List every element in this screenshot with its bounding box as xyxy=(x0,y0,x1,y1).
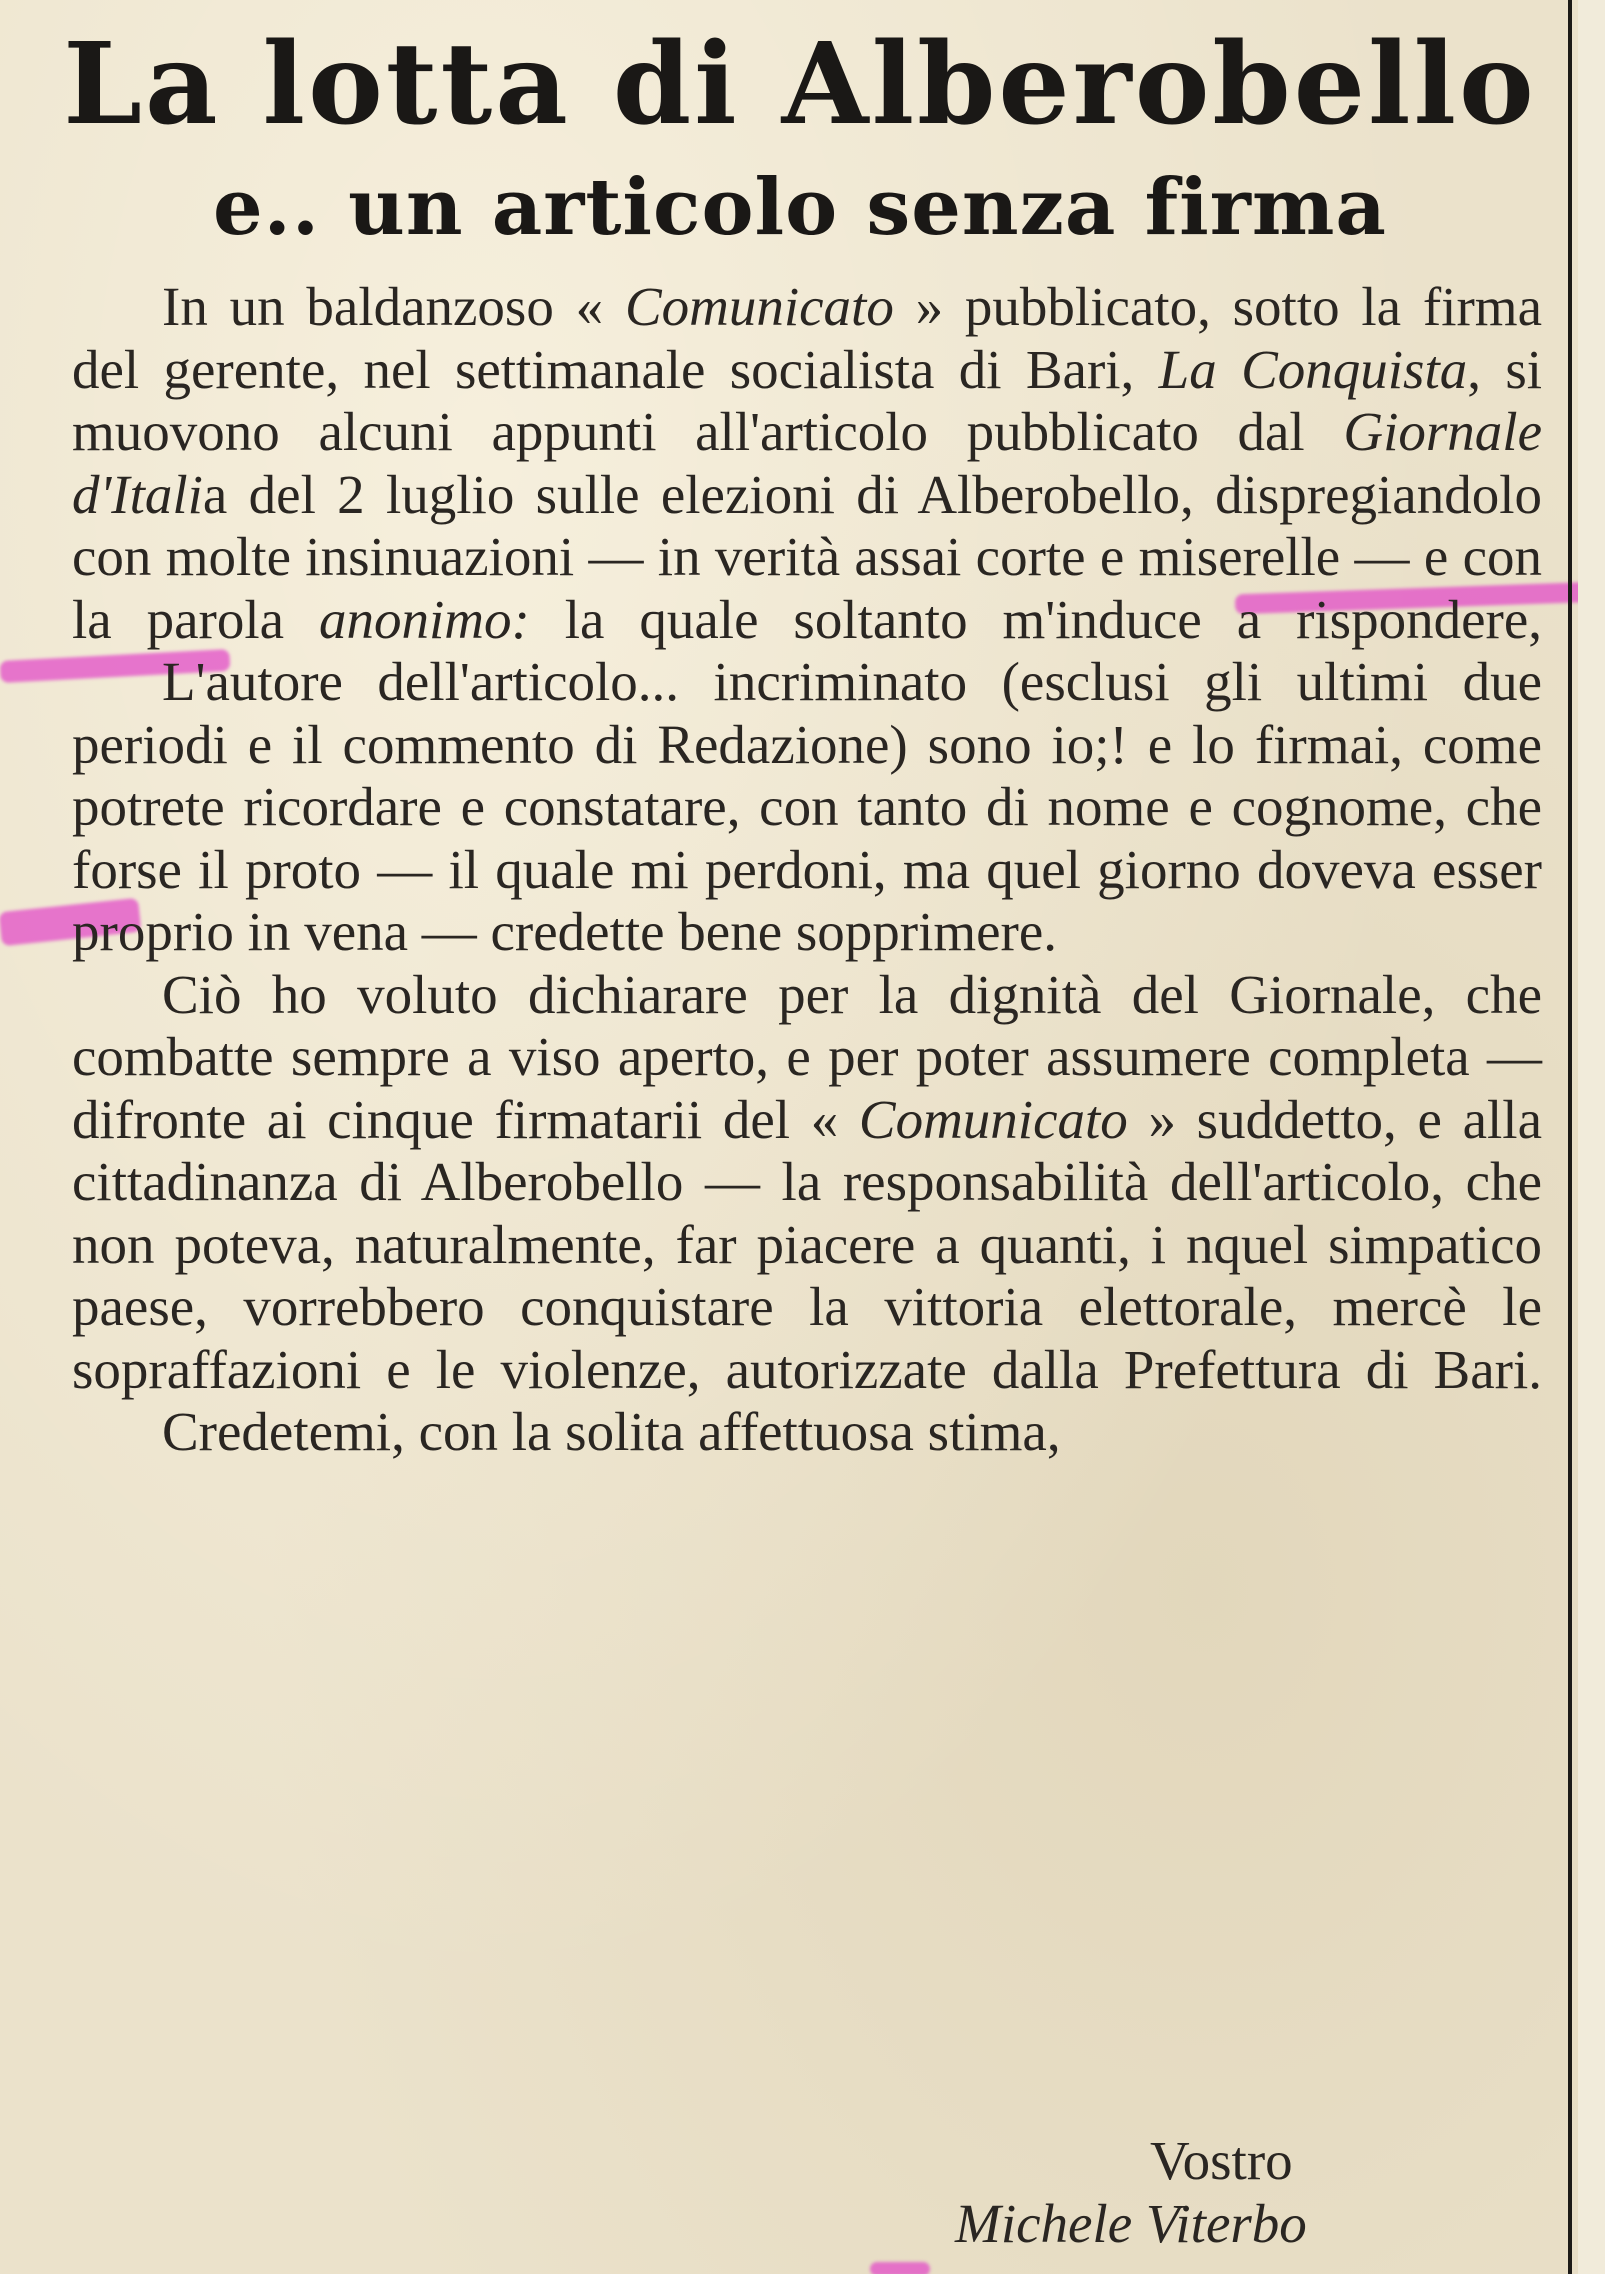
article-body xyxy=(72,276,1542,1464)
highlighter-mark xyxy=(870,2262,930,2274)
paragraph-3: Ciò ho voluto dichiarare per la dignità del Giornale, che combatte sempre a viso aperto, e per poter assumere completa — difronte ai cinque firmatarii del « Comunicato » suddetto, e alla cittadinanza di Alberobello — la responsabilità dell'articolo, che non poteva, naturalmente, far piacere a quanti, i nquel simpatico paese, vorrebbero conquistare la vittoria elettorale, mercè le sopraffazioni e le violenze, autorizzate dalla Prefettura di Bari. xyxy=(72,963,1542,1400)
article-headline: La lotta di Alberobello xyxy=(63,19,1537,150)
closing-word: Vostro xyxy=(1150,2130,1293,2191)
column-rule xyxy=(1568,0,1572,2274)
paragraph-2: L'autore dell'articolo... incriminato (esclusi gli ultimi due periodi e il commento di Redazione) sono io;! e lo firmai, come potrete ricordare e constatare, con tanto di nome e cognome, che forse il proto — il quale mi perdoni, ma quel giorno doveva esser proprio in vena — credette bene sopprimere. xyxy=(72,651,1542,962)
article-subheadline: e.. un articolo senza firma xyxy=(213,162,1387,253)
paragraph-4: Credetemi, con la solita affettuosa stima, xyxy=(162,1401,1061,1462)
adjacent-column-edge xyxy=(1578,0,1605,2274)
paragraph-1: In un baldanzoso « Comunicato » pubblicato, sotto la firma del gerente, nel settimanale socialista di Bari, La Conquista, si muovono alcuni appunti all'articolo pubblicato dal Giornale d'Italia del 2 luglio sulle elezioni di Alberobello, dispregiandolo con molte insinuazioni — in verità assai corte e miserelle — e con la parola anonimo: la quale soltanto m'induce a rispondere, xyxy=(72,276,1543,650)
author-signature: Michele Viterbo xyxy=(955,2193,1307,2254)
